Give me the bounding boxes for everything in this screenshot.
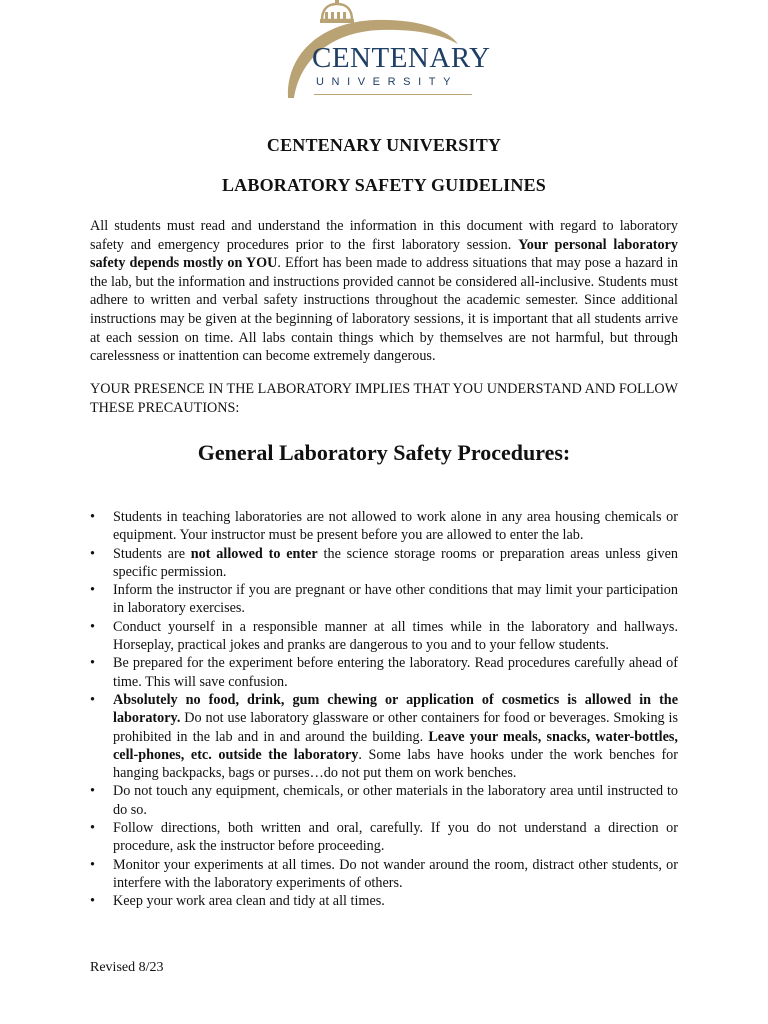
bullet-icon: • bbox=[90, 783, 95, 800]
rule-text: Students are bbox=[113, 545, 191, 562]
revision-note: Revised 8/23 bbox=[90, 960, 164, 975]
bullet-icon: • bbox=[90, 856, 95, 873]
university-logo bbox=[280, 0, 490, 104]
bullet-icon: • bbox=[90, 545, 95, 562]
university-name: CENTENARY UNIVERSITY bbox=[266, 135, 502, 155]
rule-text: Do not use laboratory glassware or other containers for food or beverages. Smoking is prohibited in the lab and in and around the building. bbox=[113, 710, 678, 745]
list-item bbox=[90, 856, 678, 893]
rule-text: Do not touch any equipment, chemicals, or other materials in the laboratory area until instructed to do so. bbox=[113, 783, 678, 818]
section-heading: General Laboratory Safety Procedures: bbox=[197, 440, 571, 465]
bullet-icon: • bbox=[90, 691, 95, 708]
rule-text: Monitor your experiments at all times. Do not wander around the room, distract other students, or interfere with the laboratory experiments of others. bbox=[113, 856, 678, 891]
rule-text: Inform the instructor if you are pregnant or have other conditions that may limit your participation in laboratory exercises. bbox=[113, 582, 678, 617]
bullet-icon: • bbox=[90, 655, 95, 672]
list-item bbox=[90, 508, 678, 545]
rule-text: Students in teaching laboratories are not allowed to work alone in any area housing chemicals or equipment. Your instructor must be present before you are allowed to enter the lab. bbox=[113, 509, 678, 544]
intro-text-b: . Effort has been made to address situations that may pose a hazard in the lab, but the information and instructions provided cannot be considered all-inclusive. Students must adhere to written and verbal safety instructions throughout the academic semester. Since additional instructions may be given at the beginning of laboratory sessions, it is important that all students arrive at each session on time. All labs contain things which by themselves are not harmful, but through carelessness or inattention can become extremely dangerous. bbox=[90, 255, 679, 365]
intro-paragraph bbox=[90, 217, 678, 366]
list-item bbox=[90, 691, 678, 782]
safety-rules-list bbox=[90, 508, 678, 911]
rule-emphasis: Absolutely no food, drink, gum chewing or application of cosmetics is allowed in the laboratory. bbox=[113, 691, 678, 727]
list-item bbox=[90, 654, 678, 691]
bullet-icon: • bbox=[90, 820, 95, 837]
precautions-statement: YOUR PRESENCE IN THE LABORATORY IMPLIES THAT YOU UNDERSTAND AND FOLLOW THESE PRECAUTIONS: bbox=[90, 381, 678, 416]
rule-text: . Some labs have hooks under the work benches for hanging backpacks, bags or purses…do not put them on work benches. bbox=[113, 746, 678, 782]
logo-divider bbox=[314, 94, 472, 95]
list-item bbox=[90, 581, 678, 618]
rule-text: Keep your work area clean and tidy at all times. bbox=[113, 893, 385, 910]
bullet-icon: • bbox=[90, 893, 95, 910]
bullet-icon: • bbox=[90, 618, 95, 635]
rule-text: Follow directions, both written and oral, carefully. If you do not understand a direction or procedure, ask the instructor before proceeding. bbox=[113, 820, 678, 855]
rule-text: Conduct yourself in a responsible manner at all times while in the laboratory and hallways. Horseplay, practical jokes and pranks are dangerous to you and to your fellow students. bbox=[113, 618, 678, 654]
rule-text: Be prepared for the experiment before entering the laboratory. Read procedures carefully ahead of time. This will save confusion. bbox=[113, 655, 678, 690]
list-item bbox=[90, 618, 678, 655]
rule-emphasis: not allowed to enter bbox=[190, 545, 318, 562]
list-item bbox=[90, 819, 678, 856]
logo-wordmark: CENTENARY bbox=[312, 42, 491, 74]
rule-emphasis: Leave your meals, snacks, water-bottles, cell-phones, etc. outside the laboratory bbox=[113, 728, 678, 763]
rule-text: the science storage rooms or preparation areas unless given specific permission. bbox=[113, 545, 678, 580]
intro-text-a: All students must read and understand the information in this document with regard to laboratory safety and emergency procedures prior to the first laboratory session. bbox=[90, 218, 678, 253]
bullet-icon: • bbox=[90, 509, 95, 525]
list-item bbox=[90, 545, 678, 582]
intro-emphasis: Your personal laboratory safety depends mostly on YOU bbox=[90, 236, 678, 272]
logo-subtitle: UNIVERSITY bbox=[316, 76, 459, 88]
list-item bbox=[90, 892, 678, 910]
bullet-icon: • bbox=[90, 582, 95, 599]
document-title: LABORATORY SAFETY GUIDELINES bbox=[221, 175, 547, 195]
list-item bbox=[90, 782, 678, 819]
